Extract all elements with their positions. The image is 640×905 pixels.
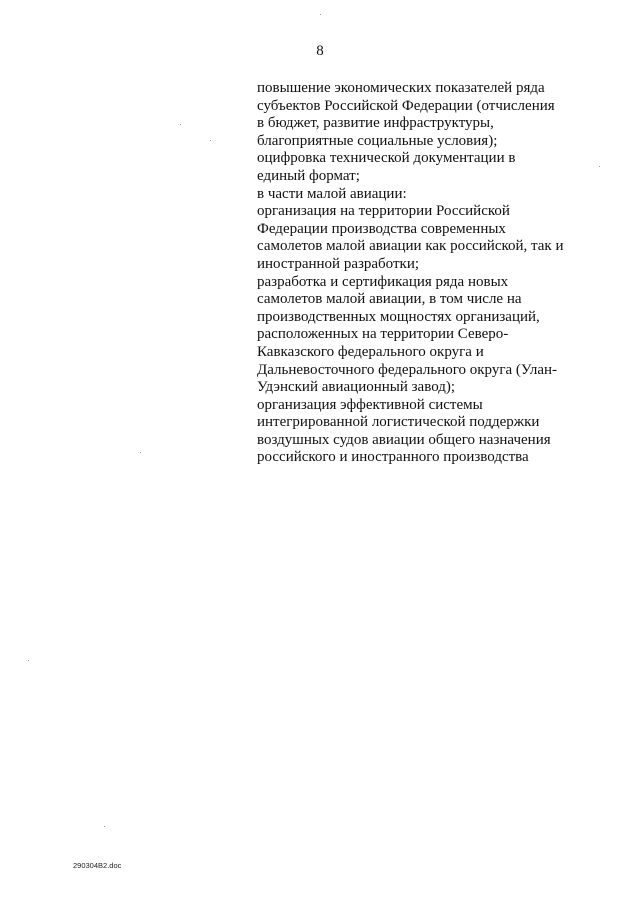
text-line: Дальневосточного федерального округа (Улан- xyxy=(257,361,557,378)
text-line: организация на территории Российской xyxy=(257,203,510,220)
scan-speck xyxy=(180,124,181,125)
scan-speck xyxy=(210,140,211,141)
text-line: единый формат; xyxy=(257,167,360,184)
text-line: Кавказского федерального округа и xyxy=(257,343,484,360)
scan-speck xyxy=(320,14,321,15)
scan-speck xyxy=(28,660,29,661)
text-line: Федерации производства современных xyxy=(257,220,506,237)
text-line: воздушных судов авиации общего назначения xyxy=(257,431,551,448)
footer-filename: 290304В2.doc xyxy=(73,861,122,870)
text-line: организация эффективной системы xyxy=(257,396,483,413)
text-line: в части малой авиации: xyxy=(257,185,407,202)
text-line: расположенных на территории Северо- xyxy=(257,326,509,343)
scan-speck xyxy=(140,452,141,453)
text-line: самолетов малой авиации как российской, так и xyxy=(257,238,564,255)
text-line: Удэнский авиационный завод); xyxy=(257,379,456,396)
text-line: оцифровка технической документации в xyxy=(257,150,516,167)
body-text xyxy=(257,80,577,467)
text-line: повышение экономических показателей ряда xyxy=(257,80,545,96)
text-line: разработка и сертификация ряда новых xyxy=(257,273,509,290)
page-number: 8 xyxy=(316,43,324,59)
text-line: в бюджет, развитие инфраструктуры, xyxy=(257,115,494,132)
text-line: интегрированной логистической поддержки xyxy=(257,414,540,431)
scan-speck xyxy=(599,166,600,167)
text-line: российского и иностранного производства xyxy=(257,449,529,466)
text-line: субъектов Российской Федерации (отчисления xyxy=(257,97,555,114)
text-line: самолетов малой авиации, в том числе на xyxy=(257,291,522,308)
text-line: производственных мощностях организаций, xyxy=(257,308,540,325)
scan-speck xyxy=(104,826,105,827)
text-line: иностранной разработки; xyxy=(257,255,420,272)
text-line: благоприятные социальные условия); xyxy=(257,132,498,149)
